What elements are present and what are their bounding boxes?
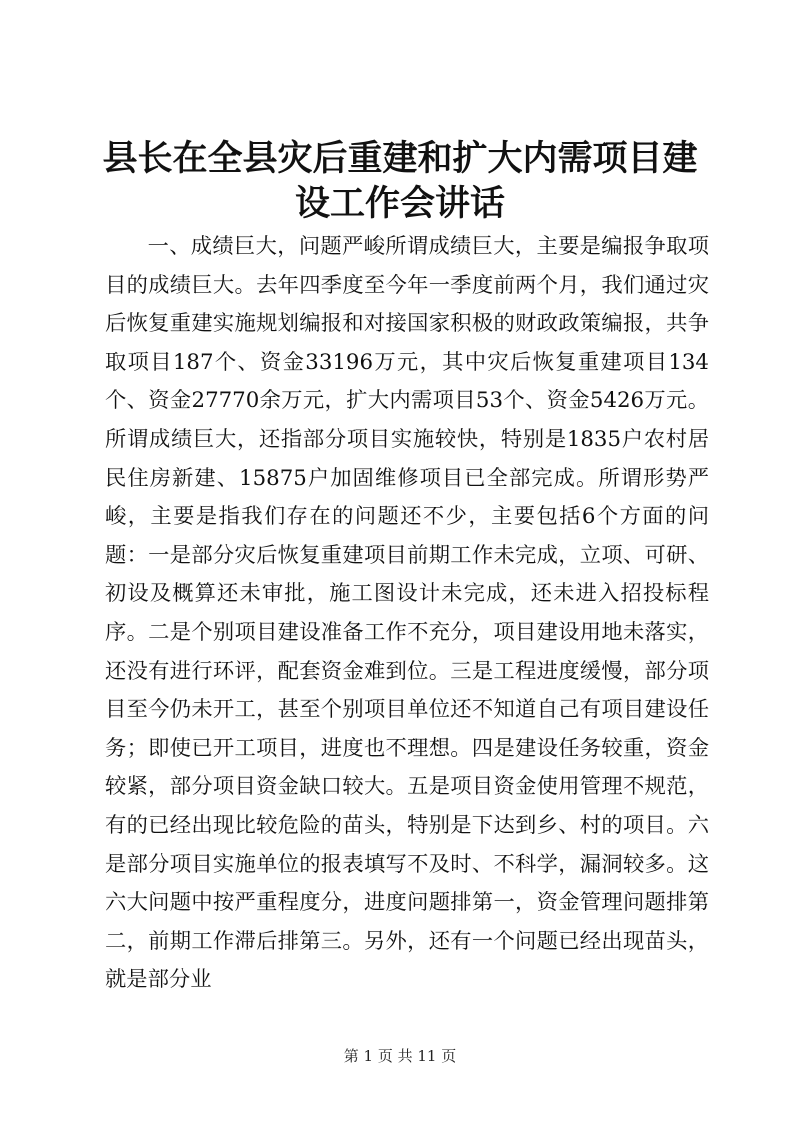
page-footer: [0, 1046, 800, 1066]
page-total: 共 11 页: [397, 1047, 457, 1065]
document-title: 县长在全县灾后重建和扩大内需项目建设工作会讲话: [102, 138, 698, 224]
body-paragraph: 一、成绩巨大，问题严峻所谓成绩巨大，主要是编报争取项目的成绩巨大。去年四季度至今年一季度前两个月，我们通过灾后恢复重建实施规划编报和对接国家积极的财政政策编报，共争取项目187个、资金33196万元，其中灾后恢复重建项目134个、资金27770余万元，扩大内需项目53个、资金5426万元。所谓成绩巨大，还指部分项目实施较快，特别是1835户农村居民住房新建、15875户加固维修项目已全部完成。所谓形势严峻，主要是指我们存在的问题还不少，主要包括6个方面的问题：一是部分灾后恢复重建项目前期工作未完成，立项、可研、初设及概算还未审批，施工图设计未完成，还未进入招投标程序。二是个别项目建设准备工作不充分，项目建设用地未落实，还没有进行环评，配套资金难到位。三是工程进度缓慢，部分项目至今仍未开工，甚至个别项目单位还不知道自己有项目建设任务；即使已开工项目，进度也不理想。四是建设任务较重，资金较紧，部分项目资金缺口较大。五是项目资金使用管理不规范，有的已经出现比较危险的苗头，特别是下达到乡、村的项目。六是部分项目实施单位的报表填写不及时、不科学，漏洞较多。这六大问题中按严重程度分，进度问题排第一，资金管理问题排第二，前期工作滞后排第三。另外，还有一个问题已经出现苗头，就是部分业: [105, 234, 709, 993]
page-number: 第 1 页: [343, 1047, 393, 1065]
